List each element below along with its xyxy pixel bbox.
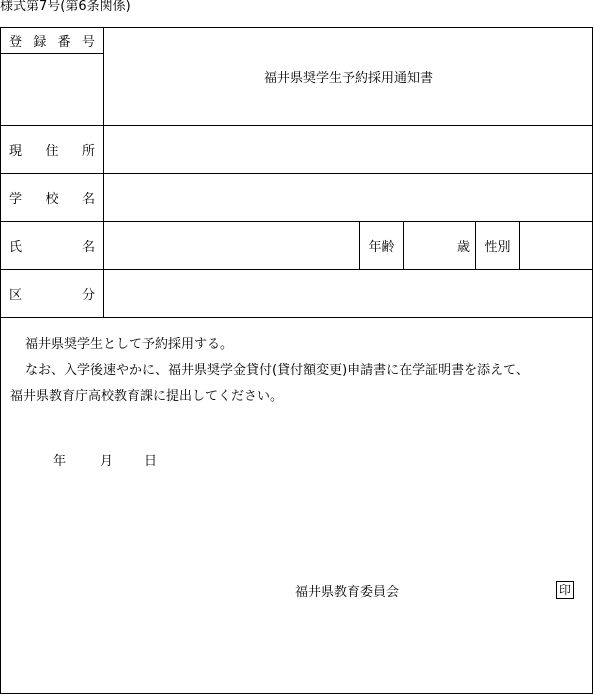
body-line-3: 福井県教育庁高校教育課に提出してください。 (10, 389, 284, 404)
address-label: 現 住 所 (9, 144, 95, 159)
body-line-2: なお、入学後速やかに、福井県奨学金貸付(貸付額変更)申請書に在学証明書を添えて、 (25, 363, 529, 378)
school-name-value[interactable] (104, 174, 592, 221)
issuer-name: 福井県教育委員会 (295, 585, 400, 600)
date-year: 年 (53, 454, 67, 469)
row-divider (1, 317, 592, 318)
gender-value[interactable] (520, 222, 592, 269)
age-label: 年齢 (368, 240, 395, 255)
registration-number-label: 登 録 番 号 (9, 35, 95, 50)
date-day: 日 (144, 454, 158, 469)
body-line-1: 福井県奨学生として予約採用する。 (25, 337, 234, 352)
name-label: 氏 名 (9, 240, 95, 255)
school-name-label: 学 校 名 (9, 192, 95, 207)
category-label: 区 分 (9, 288, 95, 303)
date-month: 月 (100, 454, 114, 469)
document-title: 福井県奨学生予約採用通知書 (263, 71, 433, 86)
gender-label: 性別 (484, 240, 511, 255)
registration-number-value[interactable] (1, 54, 103, 125)
age-unit: 歳 (456, 240, 470, 255)
category-value[interactable] (104, 270, 592, 317)
form-number: 様式第7号(第6条関係) (0, 0, 131, 14)
notification-form (0, 27, 593, 694)
seal-mark: 印 (556, 581, 574, 599)
name-value[interactable] (104, 222, 359, 269)
address-value[interactable] (104, 126, 592, 173)
